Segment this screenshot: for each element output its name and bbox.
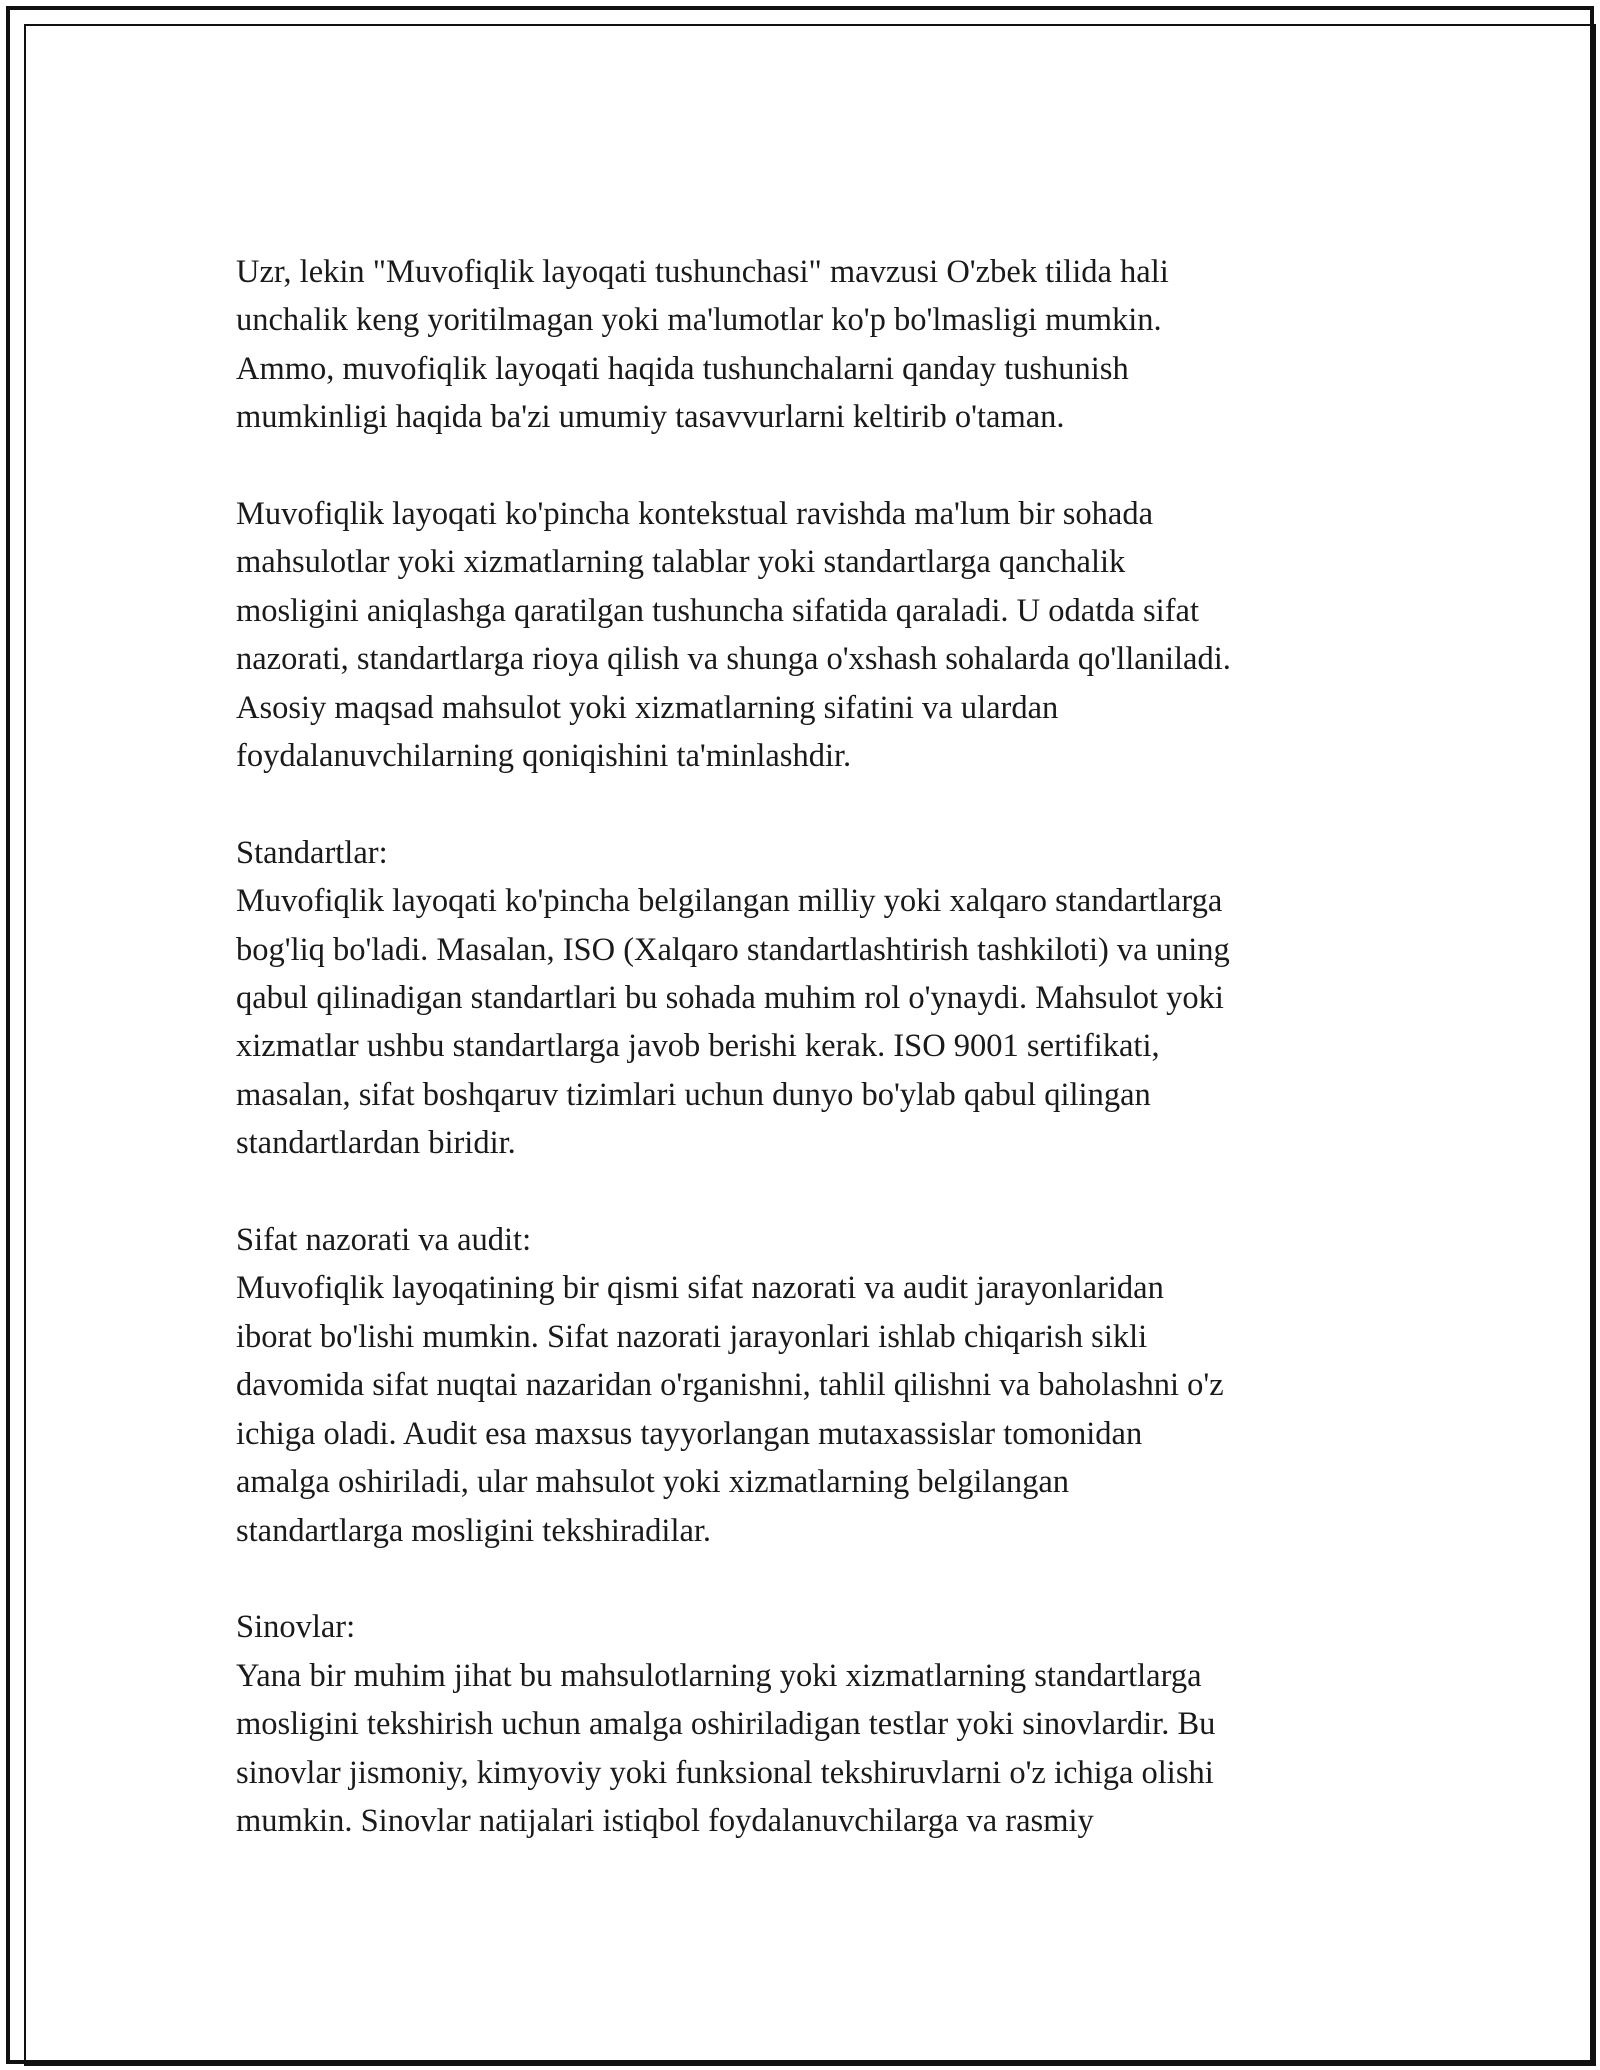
section-heading-sifat-nazorati: Sifat nazorati va audit: xyxy=(236,1222,532,1259)
paragraph-gap xyxy=(236,1555,1376,1603)
section-body-standartlar: Muvofiqlik layoqati ko'pincha belgilangan milliy yoki xalqaro standartlarga bog'liq bo'ladi. Masalan, ISO (Xalqaro standartlashtirish tashkiloti) va uning qabul qilinadigan standartlari bu sohada muhim rol o'ynaydi. Mahsulot yoki xizmatlar ushbu standartlarga javob berishi kerak. ISO 9001 sertifikati, masalan, sifat boshqaruv tizimlari uchun dunyo bo'ylab qabul qilingan standartlardan biridir. xyxy=(236,883,1230,1162)
section-body-sifat-nazorati: Muvofiqlik layoqatining bir qismi sifat nazorati va audit jarayonlaridan iborat bo'lishi mumkin. Sifat nazorati jarayonlari ishlab chiqarish sikli davomida sifat nuqtai nazaridan o'rganishni, tahlil qilishni va baholashni o'z ichiga oladi. Audit esa maxsus tayyorlangan mutaxassislar tomonidan amalga oshiriladi, ular mahsulot yoki xizmatlarning belgilangan standartlarga mosligini tekshiradilar. xyxy=(236,1270,1224,1549)
definition-paragraph: Muvofiqlik layoqati ko'pincha kontekstual ravishda ma'lum bir sohada mahsulotlar yoki xizmatlarning talablar yoki standartlarga qanchalik mosligini aniqlashga qaratilgan tushuncha sifatida qaraladi. U odatda sifat nazorati, standartlarga rioya qilish va shunga o'xshash sohalarda qo'llaniladi. Asosiy maqsad mahsulot yoki xizmatlarning sifatini va ulardan foydalanuvchilarning qoniqishini ta'minlashdir. xyxy=(236,496,1231,775)
paragraph-gap xyxy=(236,442,1376,490)
document-body xyxy=(236,248,1376,1845)
section-heading-sinovlar: Sinovlar: xyxy=(236,1609,356,1646)
section-heading-standartlar: Standartlar: xyxy=(236,834,388,871)
intro-paragraph: Uzr, lekin "Muvofiqlik layoqati tushunchasi" mavzusi O'zbek tilida hali unchalik keng yoritilmagan yoki ma'lumotlar ko'p bo'lmasligi mumkin. Ammo, muvofiqlik layoqati haqida tushunchalarni qanday tushunish mumkinligi haqida ba'zi umumiy tasavvurlarni keltirib o'taman. xyxy=(236,254,1169,436)
section-body-sinovlar: Yana bir muhim jihat bu mahsulotlarning yoki xizmatlarning standartlarga mosligini tekshirish uchun amalga oshiriladigan testlar yoki sinovlardir. Bu sinovlar jismoniy, kimyoviy yoki funksional tekshiruvlarni o'z ichiga olishi mumkin. Sinovlar natijalari istiqbol foydalanuvchilarga va rasmiy xyxy=(236,1657,1216,1839)
paragraph-gap xyxy=(236,780,1376,828)
paragraph-gap xyxy=(236,1168,1376,1216)
